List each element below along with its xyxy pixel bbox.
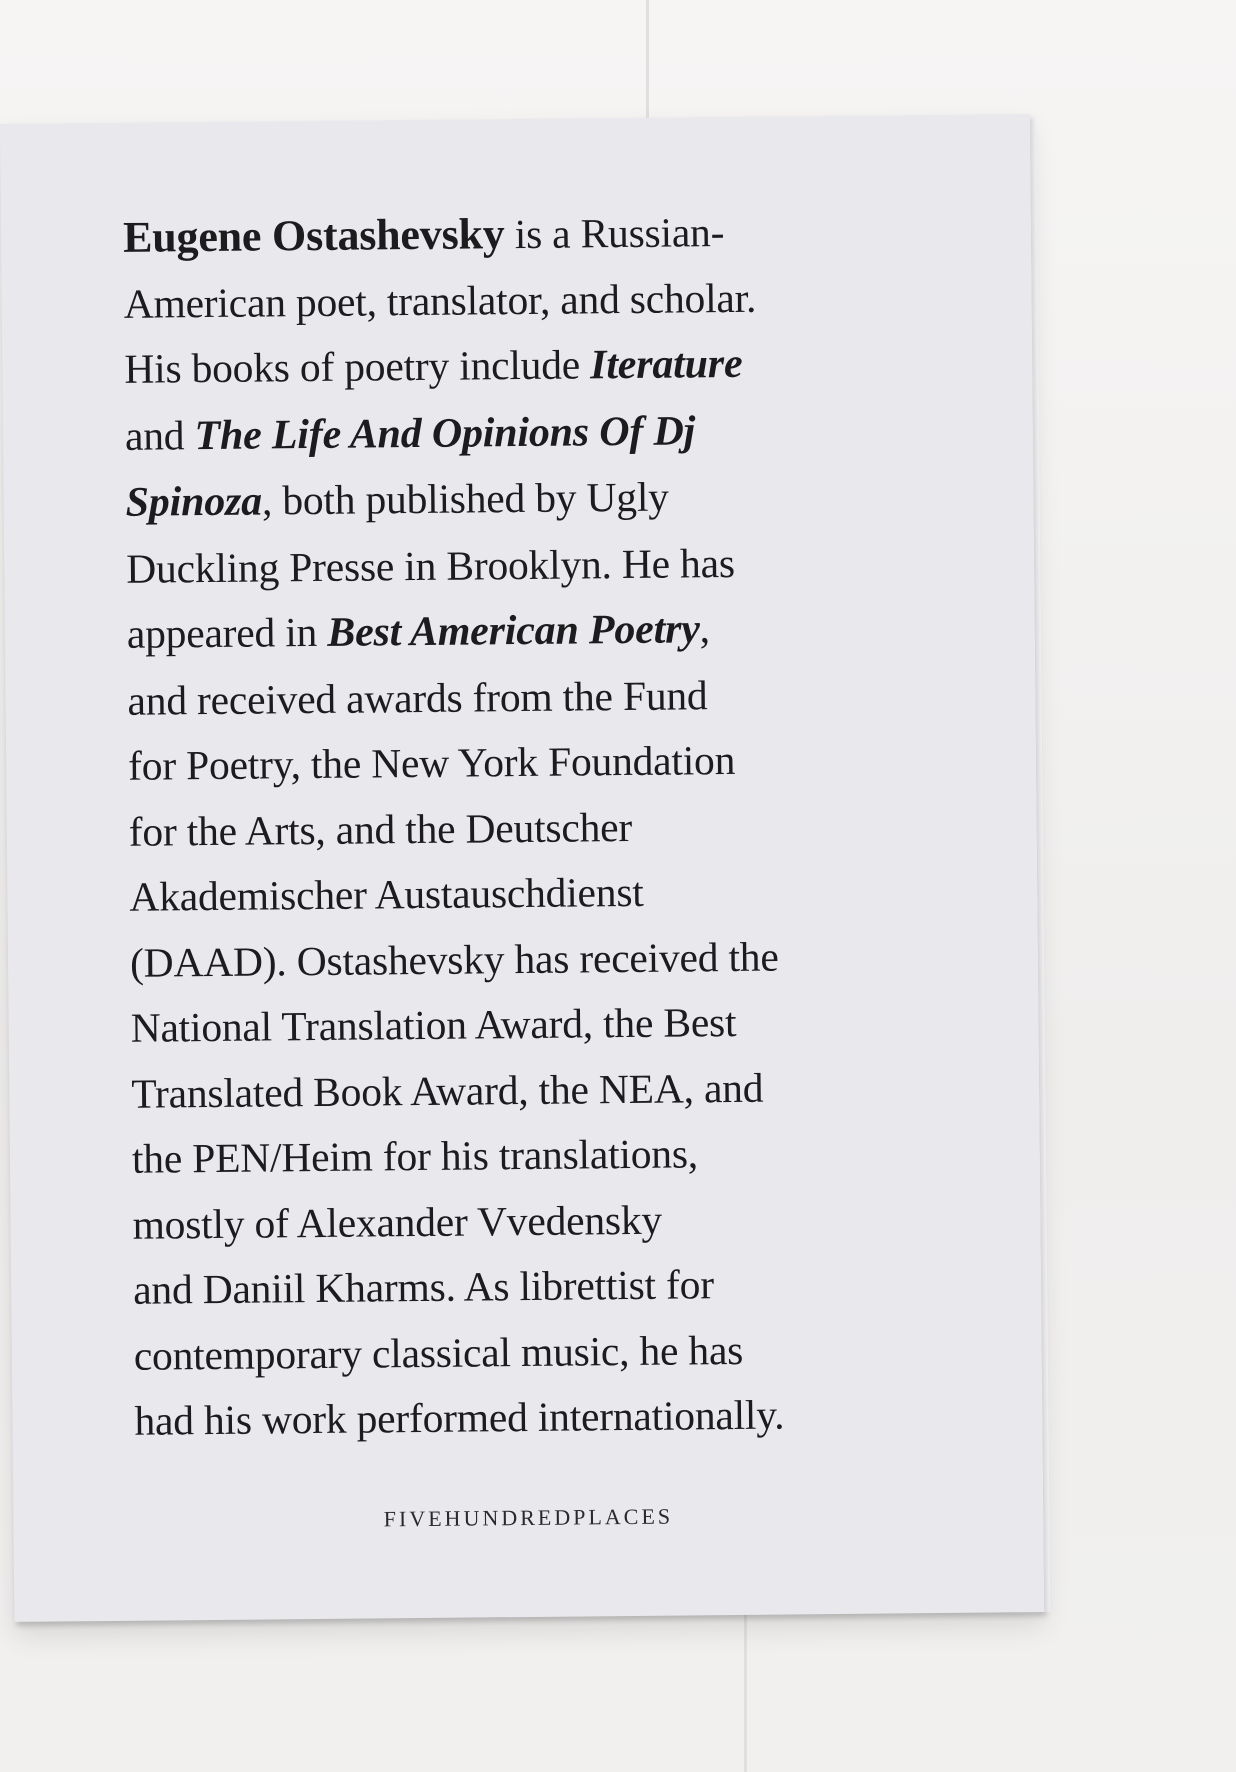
author-name: Eugene Ostashevsky (122, 209, 505, 262)
bio-line: Eugene Ostashevsky is a Russian- (122, 209, 725, 262)
bio-line: and received awards from the Fund (127, 671, 708, 724)
bio-line: contemporary classical music, he has (133, 1326, 744, 1379)
author-bio (123, 197, 925, 1454)
bio-line: American poet, translator, and scholar. (123, 274, 757, 327)
bio-line: the PEN/Heim for his translations, (131, 1130, 699, 1182)
bio-line: mostly of Alexander Vvedensky (132, 1196, 663, 1248)
bio-line: Akademischer Austauschdienst (129, 868, 644, 920)
book-back-cover (0, 114, 1044, 1622)
publisher-imprint: FIVEHUNDREDPLACES (383, 1503, 674, 1532)
anthology-title: Best American Poetry (327, 606, 700, 656)
floor-seam (744, 1610, 747, 1772)
bio-line: and Daniil Kharms. As librettist for (132, 1261, 715, 1313)
book-title-iterature: Iterature (589, 340, 743, 389)
book-title-spinoza: Spinoza (125, 478, 263, 526)
bio-line: for Poetry, the New York Foundation (127, 736, 736, 789)
bio-line: and The Life And Opinions Of Dj (124, 407, 696, 459)
bio-line: (DAAD). Ostashevsky has received the (129, 933, 779, 986)
bio-line: Duckling Presse in Brooklyn. He has (126, 539, 735, 592)
bio-line: had his work performed internationally. (134, 1391, 785, 1444)
bio-line: for the Arts, and the Deutscher (128, 803, 633, 855)
bio-line: Spinoza, both published by Ugly (125, 473, 669, 526)
floor-seam (646, 0, 649, 122)
bio-line: National Translation Award, the Best (130, 998, 737, 1051)
bio-line: His books of poetry include Iterature (124, 340, 743, 392)
book-title-life-and-opinions: The Life And Opinions Of Dj (194, 407, 696, 459)
bio-line: Translated Book Award, the NEA, and (131, 1064, 764, 1117)
bio-line: appeared in Best American Poetry, (126, 605, 711, 657)
